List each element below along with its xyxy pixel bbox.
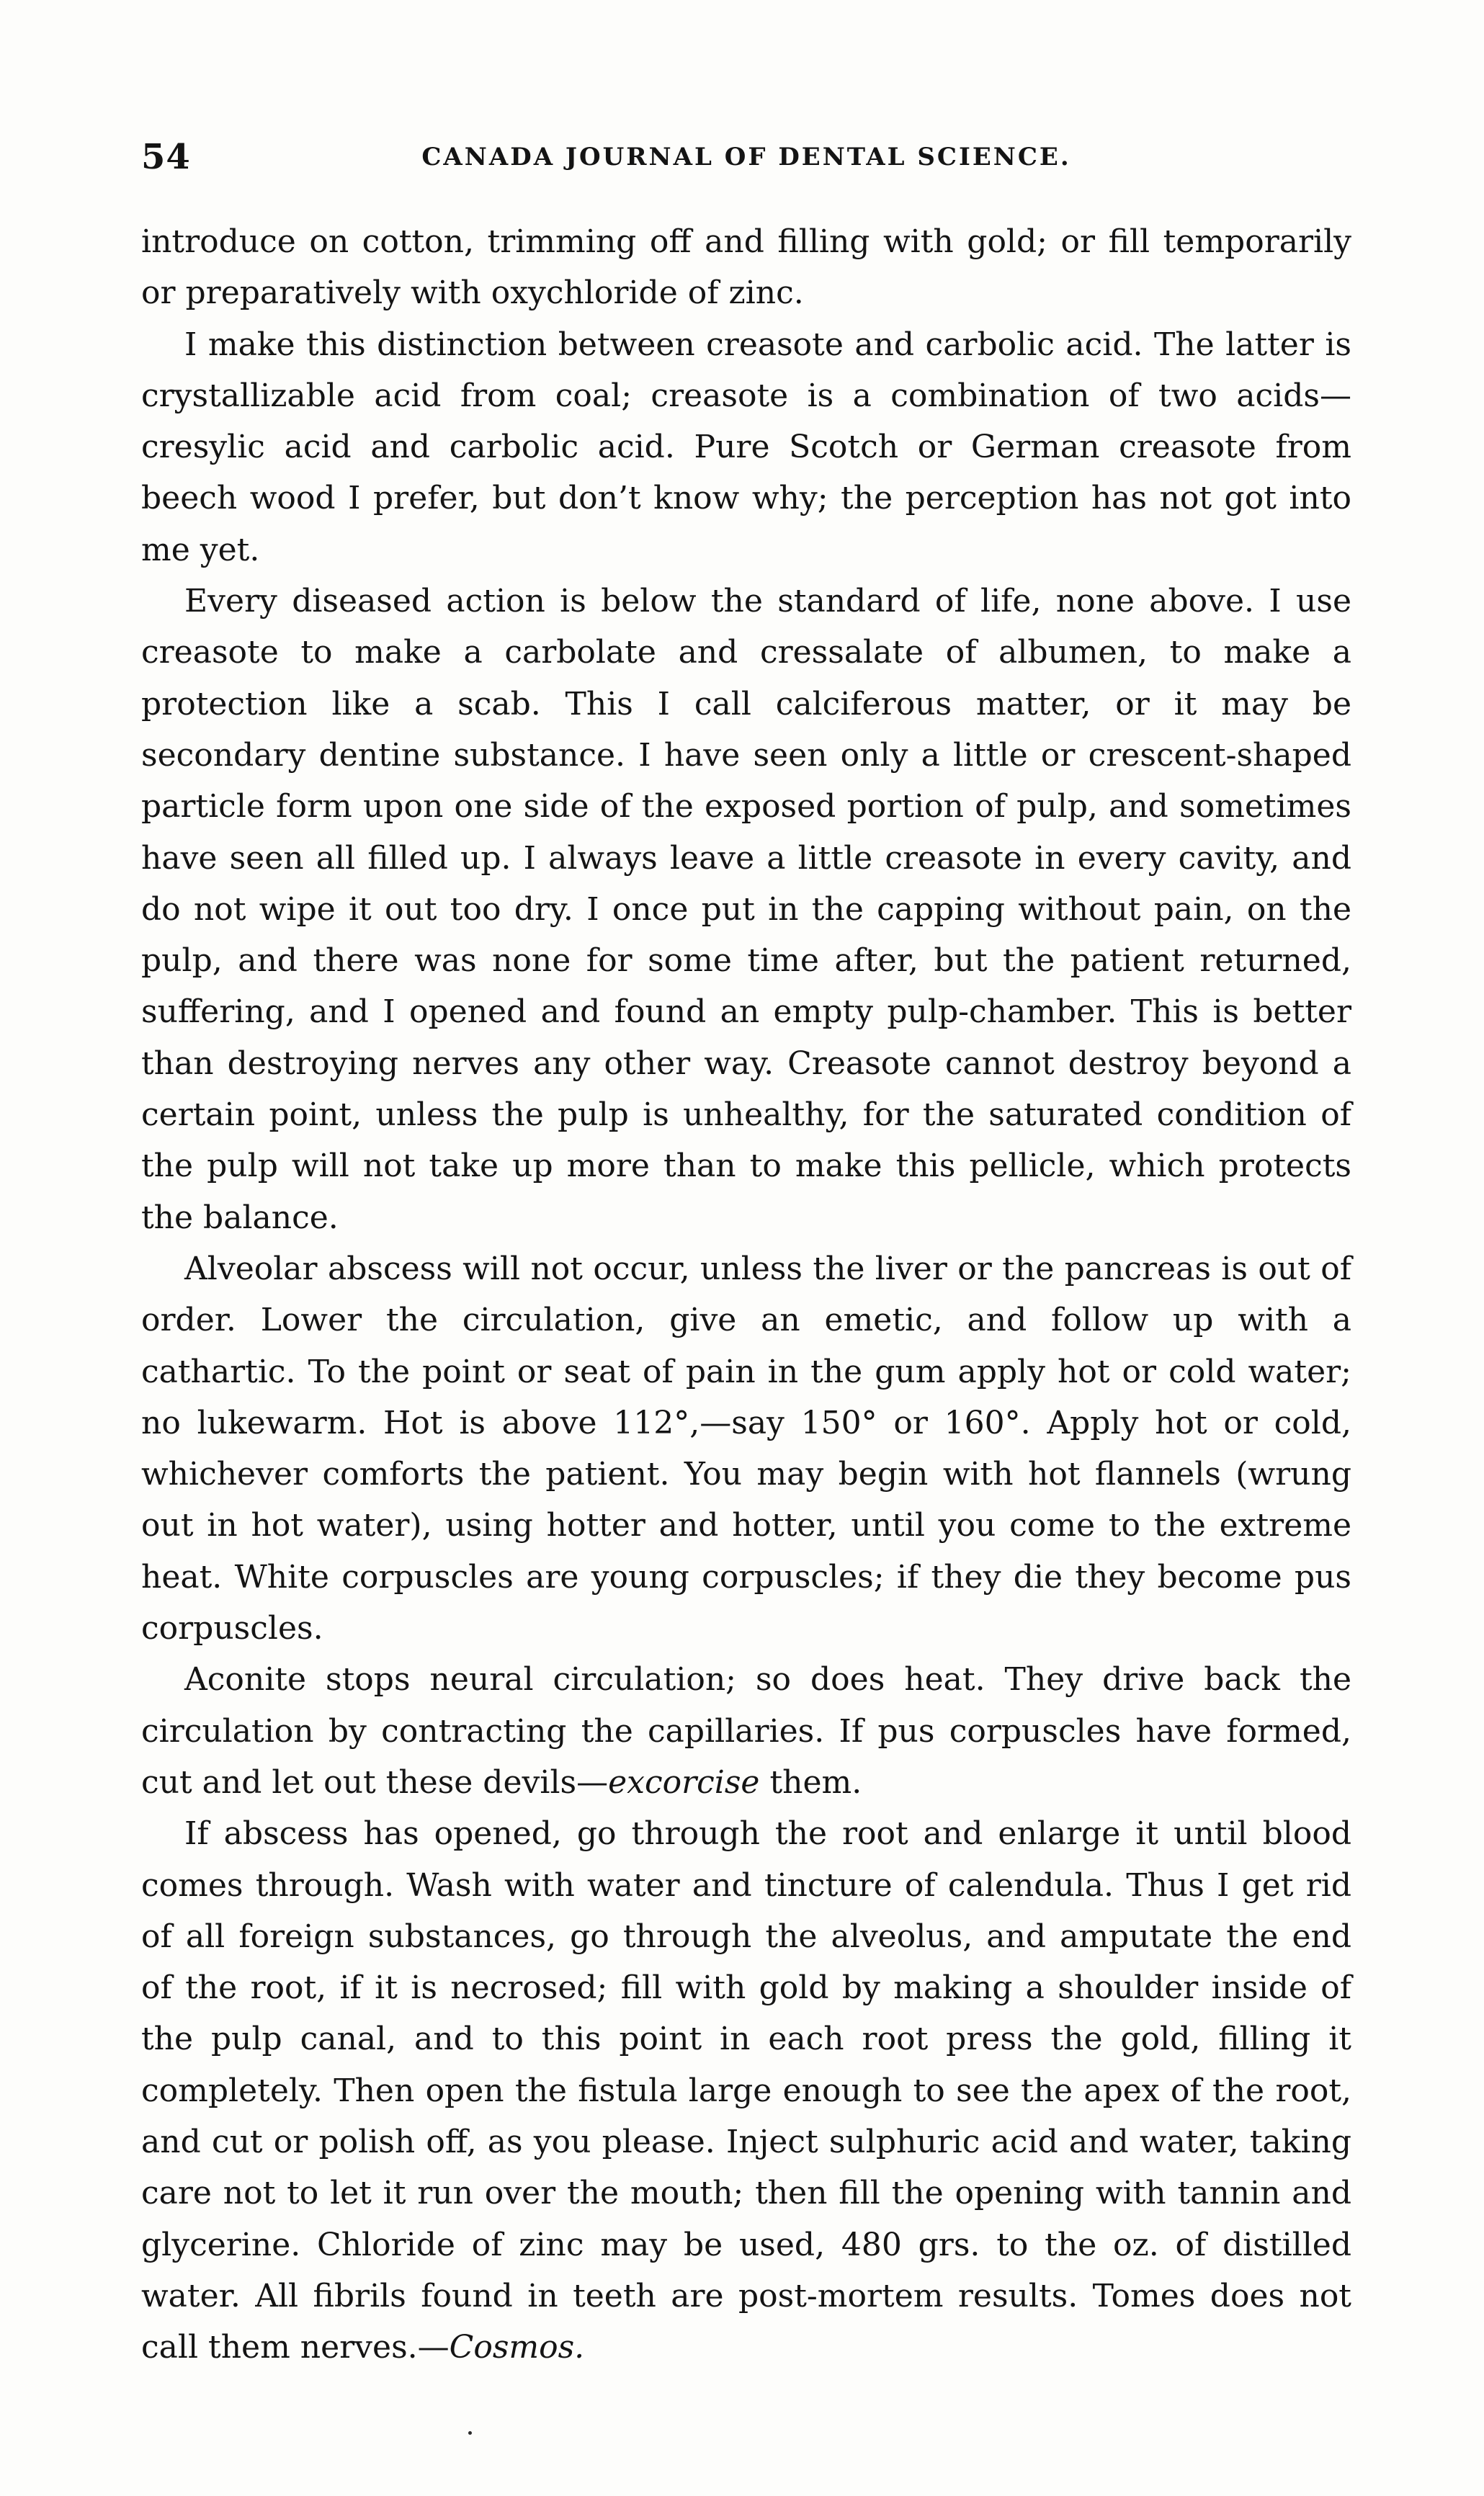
print-speck	[468, 2431, 472, 2435]
running-head: CANADA JOURNAL OF DENTAL SCIENCE.	[421, 143, 1071, 171]
emphasis-word: excorcise	[608, 1763, 760, 1801]
source-citation: Cosmos.	[449, 2329, 585, 2366]
page-number: 54	[141, 137, 191, 177]
page-header	[141, 137, 1351, 187]
paragraph-3: Every diseased action is below the standard of life, none above. I use creasote to make a carbolate and cressalate of albumen, to make a protection like a scab. This I call calciferous matter, or it may be secondary dentine substance. I have seen only a little or crescent-shaped particle form upon one side of the exposed portion of pulp, and sometimes have seen all filled up. I always leave a little creasote in every cavity, and do not wipe it out too dry. I once put in the capping without pain, on the pulp, and there was none for some time after, but the patient returned, suffering, and I opened and found an empty pulp-chamber. This is better than destroying nerves any other way. Creasote cannot destroy beyond a certain point, unless the pulp is unhealthy, for the saturated condition of the pulp will not take up more than to make this pellicle, which protects the balance.	[141, 583, 1351, 1236]
paragraph-2: I make this distinction between creasote and carbolic acid. The latter is crystallizable acid from coal; creasote is a combination of two acids—cresylic acid and carbolic acid. Pure Scotch or German creasote from beech wood I prefer, but don’t know why; the perception has not got into me yet.	[141, 326, 1351, 568]
paragraph-5-tail: them.	[759, 1763, 862, 1801]
paragraph-4: Alveolar abscess will not occur, unless the liver or the pancreas is out of order. Lower the circulation, give an emetic, and follow up with a cathartic. To the point or seat of pain in the gum apply hot or cold water; no lukewarm. Hot is above 112°,—say 150° or 160°. Apply hot or cold, whichever comforts the patient. You may begin with hot flannels (wrung out in hot water), using hotter and hotter, until you come to the extreme heat. White corpuscles are young corpuscles; if they die they become pus corpuscles.	[141, 1250, 1351, 1647]
paragraph-5-text: Aconite stops neural circulation; so does heat. They drive back the circulation by contracting the capillaries. If pus corpuscles have formed, cut and let out these devils—	[141, 1661, 1351, 1801]
paragraph-6-text: If abscess has opened, go through the root and enlarge it until blood comes through. Wash with water and tincture of calendula. Thus I get rid of all foreign substances, go through the alveolus, and amputate the end of the root, if it is necrosed; fill with gold by making a shoulder inside of the pulp canal, and to this point in each root press the gold, filling it completely. Then open the fistula large enough to see the apex of the root, and cut or polish off, as you please. Inject sulphuric acid and water, taking care not to let it run over the mouth; then fill the opening with tannin and glycerine. Chloride of zinc may be used, 480 grs. to the oz. of distilled water. All fibrils found in teeth are post-mortem results. Tomes does not call them nerves.—	[141, 1815, 1351, 2366]
paragraph-6	[141, 1808, 1351, 2373]
paragraph-5	[141, 1654, 1351, 1808]
article-body	[141, 216, 1351, 2373]
paragraph-1: introduce on cotton, trimming off and filling with gold; or fill temporarily or preparatively with oxychloride of zinc.	[141, 223, 1351, 312]
